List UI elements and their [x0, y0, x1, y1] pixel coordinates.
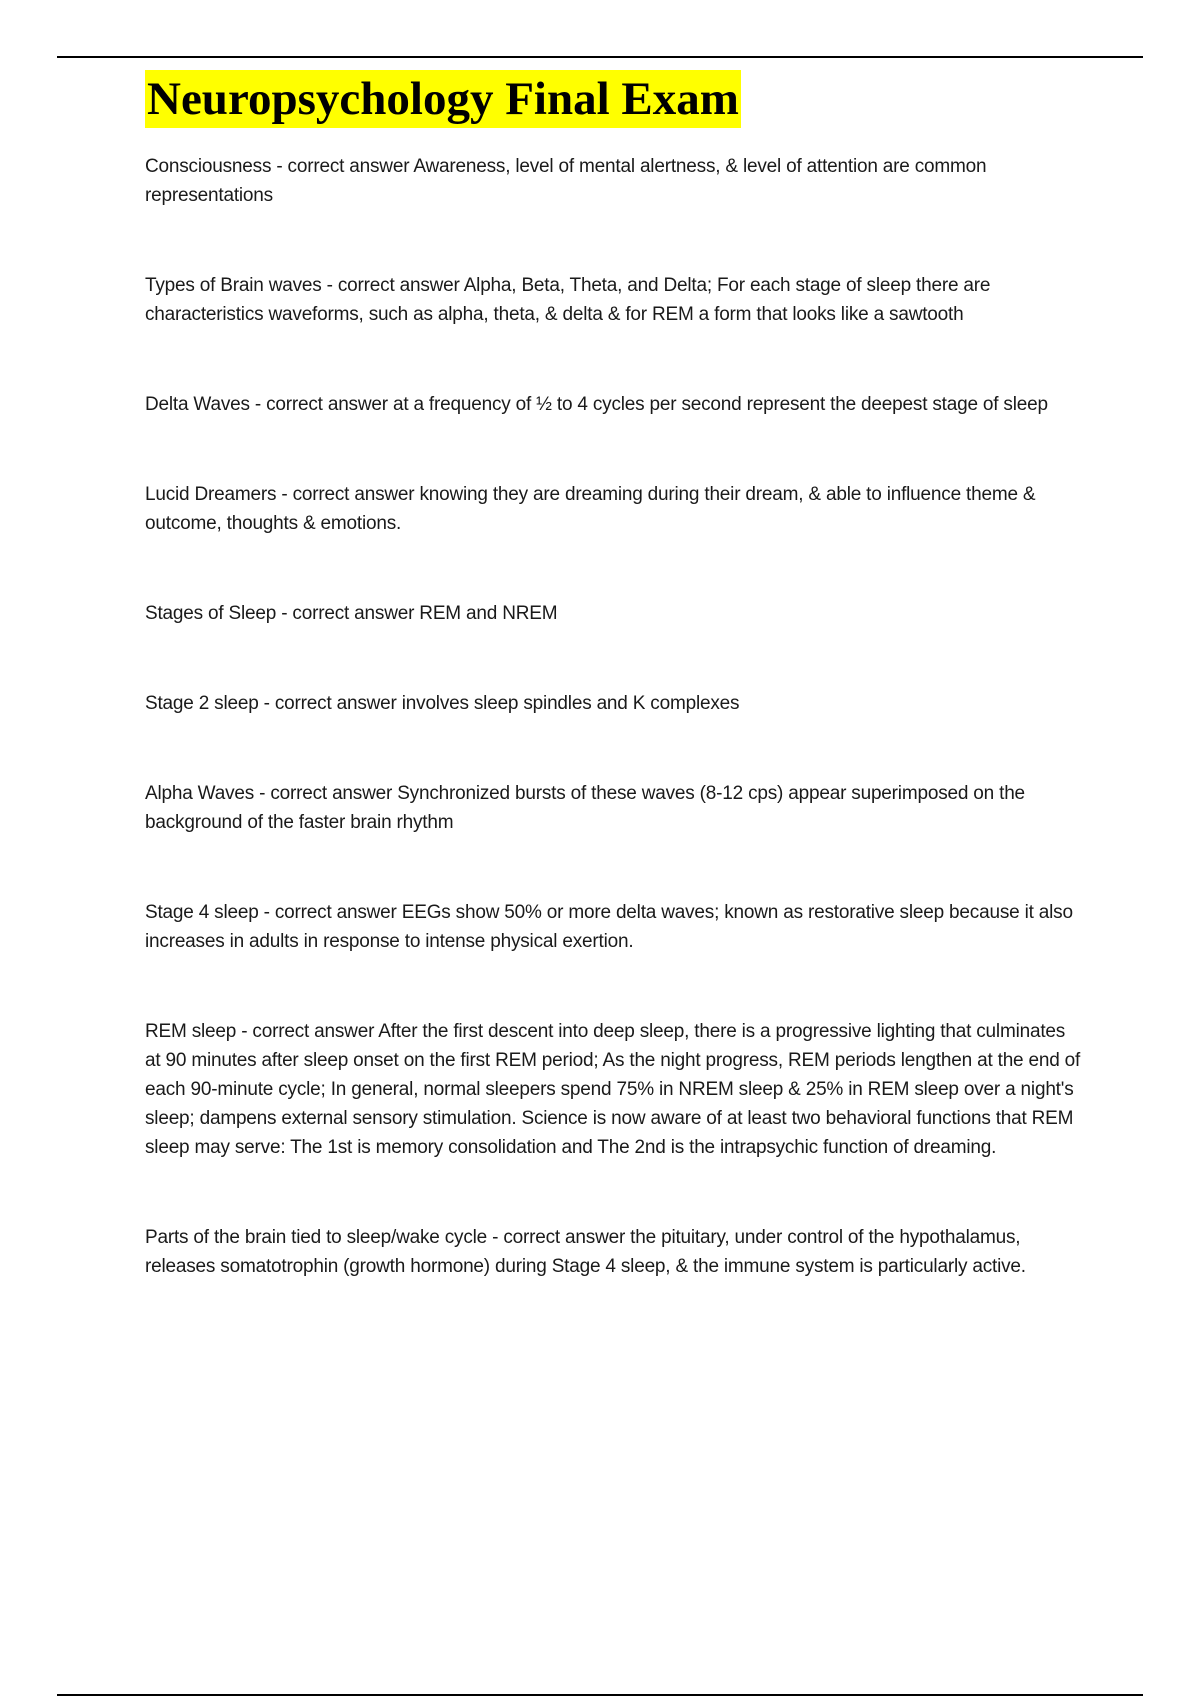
- entry-rem-sleep: REM sleep - correct answer After the first descent into deep sleep, there is a progressive lighting that culminates at 90 minutes after sleep onset on the first REM period; As the night progress, REM periods lengthen at the end of each 90-minute cycle; In general, normal sleepers spend 75% in NREM sleep & 25% in REM sleep over a night's sleep; dampens external sensory stimulation. Science is now aware of at least two behavioral functions that REM sleep may serve: The 1st is memory consolidation and The 2nd is the intrapsychic function of dreaming.: [145, 1021, 1081, 1158]
- entry-list: [145, 152, 1085, 1281]
- entry-alpha-waves: Alpha Waves - correct answer Synchronized bursts of these waves (8-12 cps) appear superimposed on the background of the faster brain rhythm: [145, 783, 1025, 833]
- entry-stage-2-sleep: Stage 2 sleep - correct answer involves sleep spindles and K complexes: [145, 693, 740, 714]
- entry-delta-waves: Delta Waves - correct answer at a frequency of ½ to 4 cycles per second represent the deepest stage of sleep: [145, 394, 1048, 415]
- entry-stages-of-sleep: Stages of Sleep - correct answer REM and NREM: [145, 603, 558, 624]
- document-body: [145, 70, 1085, 1342]
- page-title: Neuropsychology Final Exam: [145, 70, 741, 128]
- entry-consciousness: Consciousness - correct answer Awareness, level of mental alertness, & level of attention are common representations: [145, 156, 987, 206]
- entry-stage-4-sleep: Stage 4 sleep - correct answer EEGs show 50% or more delta waves; known as restorative sleep because it also increases in adults in response to intense physical exertion.: [145, 902, 1073, 952]
- bottom-rule: [57, 1694, 1143, 1696]
- top-rule: [57, 56, 1143, 58]
- entry-types-of-brain-waves: Types of Brain waves - correct answer Alpha, Beta, Theta, and Delta; For each stage of sleep there are characteristics waveforms, such as alpha, theta, & delta & for REM a form that looks like a sawtooth: [145, 275, 991, 325]
- entry-lucid-dreamers: Lucid Dreamers - correct answer knowing they are dreaming during their dream, & able to influence theme & outcome, thoughts & emotions.: [145, 484, 1036, 534]
- entry-sleep-wake-cycle: Parts of the brain tied to sleep/wake cycle - correct answer the pituitary, under control of the hypothalamus, releases somatotrophin (growth hormone) during Stage 4 sleep, & the immune system is particularly active.: [145, 1227, 1026, 1277]
